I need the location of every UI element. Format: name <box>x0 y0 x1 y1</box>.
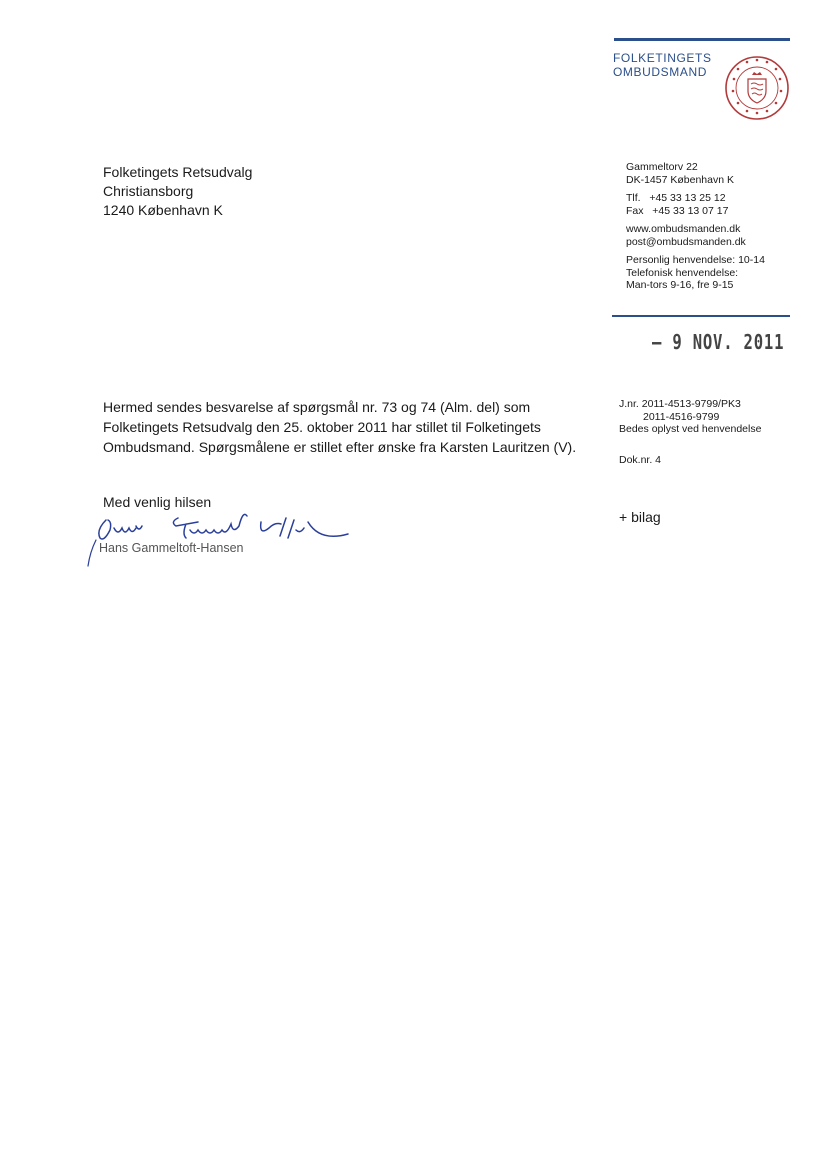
letterhead-line-2: OMBUDSMAND <box>613 65 708 79</box>
signatory-name: Hans Gammeltoft-Hansen <box>99 541 244 555</box>
sender-email: post@ombudsmanden.dk <box>626 235 746 248</box>
sender-address-2: DK-1457 København K <box>626 173 734 186</box>
letterhead-line-1: FOLKETINGETS <box>613 51 712 65</box>
document-number: Dok.nr. 4 <box>619 454 662 466</box>
opening-hours-1: Personlig henvendelse: 10-14 <box>626 254 765 266</box>
contact-divider <box>612 315 790 317</box>
folketinget-seal-icon <box>724 55 790 121</box>
sender-website: www.ombudsmanden.dk <box>626 223 741 235</box>
recipient-line-1: Folketingets Retsudvalg <box>103 164 253 180</box>
reference-note: Bedes oplyst ved henvendelse <box>619 423 762 435</box>
handwritten-signature <box>86 508 356 568</box>
recipient-line-3: 1240 København K <box>103 202 223 218</box>
journal-number-1: J.nr. 2011-4513-9799/PK3 <box>619 398 741 410</box>
sender-address-1: Gammeltorv 22 <box>626 161 698 173</box>
letterhead-rule <box>614 38 790 41</box>
enclosure-note: + bilag <box>619 509 661 525</box>
letter-body: Hermed sendes besvarelse af spørgsmål nr. 73 og 74 (Alm. del) som Folketingets Retsudvalg den 25. oktober 2011 har stillet til Folketingets Ombudsmand. Spørgsmålene er stillet efter ønske fra Karsten Lauritzen (V). <box>103 399 577 455</box>
sender-fax: Fax +45 33 13 07 17 <box>626 204 729 217</box>
sender-phone: Tlf. +45 33 13 25 12 <box>626 192 726 204</box>
date-stamp: – 9 NOV. 2011 <box>652 330 785 354</box>
closing-greeting: Med venlig hilsen <box>103 494 212 510</box>
recipient-line-2: Christiansborg <box>103 183 194 199</box>
letterhead-title <box>613 51 712 79</box>
opening-hours-3: Man-tors 9-16, fre 9-15 <box>626 279 734 291</box>
journal-number-2: 2011-4516-9799 <box>643 410 720 423</box>
sender-contact-block <box>626 161 765 292</box>
recipient-address <box>103 163 252 220</box>
reference-block <box>619 398 761 436</box>
opening-hours-2: Telefonisk henvendelse: <box>626 266 739 279</box>
